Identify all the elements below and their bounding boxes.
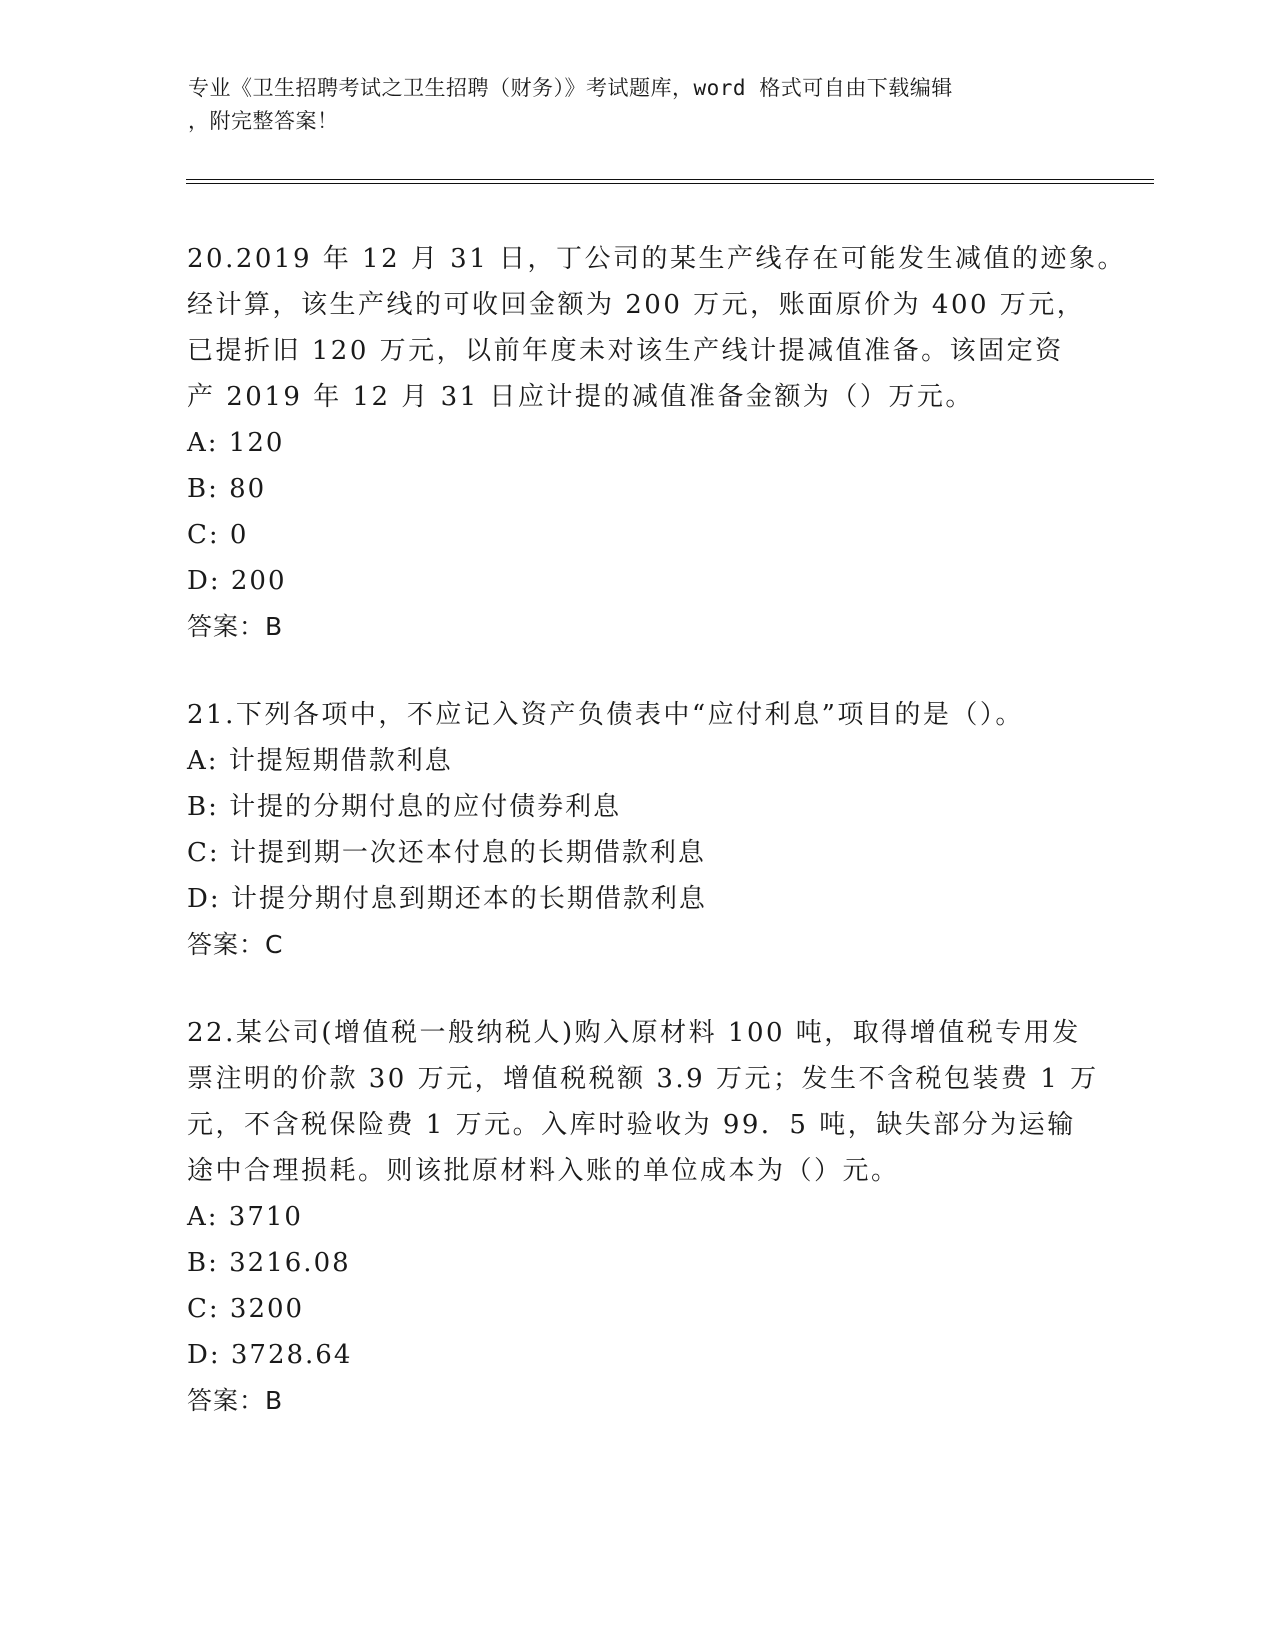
- question-text: 已提折旧 120 万元，以前年度未对该生产线计提减值准备。该固定资: [187, 336, 1064, 366]
- question-text: 21.下列各项中，不应记入资产负债表中“应付利息”项目的是（）。: [187, 700, 1024, 730]
- option-a: A: 120: [187, 428, 285, 458]
- header-line-1: 专业《卫生招聘考试之卫生招聘（财务）》考试题库，word 格式可自由下载编辑: [188, 76, 953, 100]
- question-text: 22.某公司(增值税一般纳税人)购入原材料 100 吨，取得增值税专用发: [187, 1018, 1081, 1048]
- question-spacer: [187, 968, 1087, 1010]
- question-text: 产 2019 年 12 月 31 日应计提的减值准备金额为（）万元。: [187, 382, 974, 412]
- option-c: C: 3200: [187, 1294, 305, 1324]
- option-b: B: 3216.08: [187, 1248, 351, 1278]
- question-text: 途中合理损耗。则该批原材料入账的单位成本为（）元。: [187, 1156, 900, 1186]
- header-line-2: ，附完整答案！: [188, 109, 339, 133]
- option-b: B: 80: [187, 474, 267, 504]
- question-22: [187, 1010, 1099, 1424]
- document-header: [188, 72, 1088, 138]
- option-c: C: 0: [187, 520, 249, 550]
- answer-label: 答案：B: [187, 612, 284, 641]
- option-a: A: 计提短期借款利息: [187, 746, 453, 776]
- header-rule-bottom: [186, 183, 1154, 184]
- question-text: 票注明的价款 30 万元，增值税税额 3.9 万元；发生不含税包装费 1 万: [187, 1064, 1099, 1094]
- answer-label: 答案：B: [187, 1386, 284, 1415]
- question-list: [187, 236, 1127, 1424]
- question-text: 元，不含税保险费 1 万元。入库时验收为 99．5 吨，缺失部分为运输: [187, 1110, 1076, 1140]
- option-c: C: 计提到期一次还本付息的长期借款利息: [187, 838, 706, 868]
- option-d: D: 200: [187, 566, 287, 596]
- question-text: 20.2019 年 12 月 31 日，丁公司的某生产线存在可能发生减值的迹象。: [187, 244, 1127, 274]
- question-text: 经计算，该生产线的可收回金额为 200 万元，账面原价为 400 万元，: [187, 290, 1086, 320]
- answer-label: 答案：C: [187, 930, 284, 959]
- question-21: [187, 692, 1087, 968]
- question-20: [187, 236, 1127, 650]
- header-rule-top: [186, 179, 1154, 180]
- option-b: B: 计提的分期付息的应付债券利息: [187, 792, 622, 822]
- option-a: A: 3710: [187, 1202, 303, 1232]
- option-d: D: 计提分期付息到期还本的长期借款利息: [187, 884, 707, 914]
- question-spacer: [187, 650, 1087, 692]
- option-d: D: 3728.64: [187, 1340, 353, 1370]
